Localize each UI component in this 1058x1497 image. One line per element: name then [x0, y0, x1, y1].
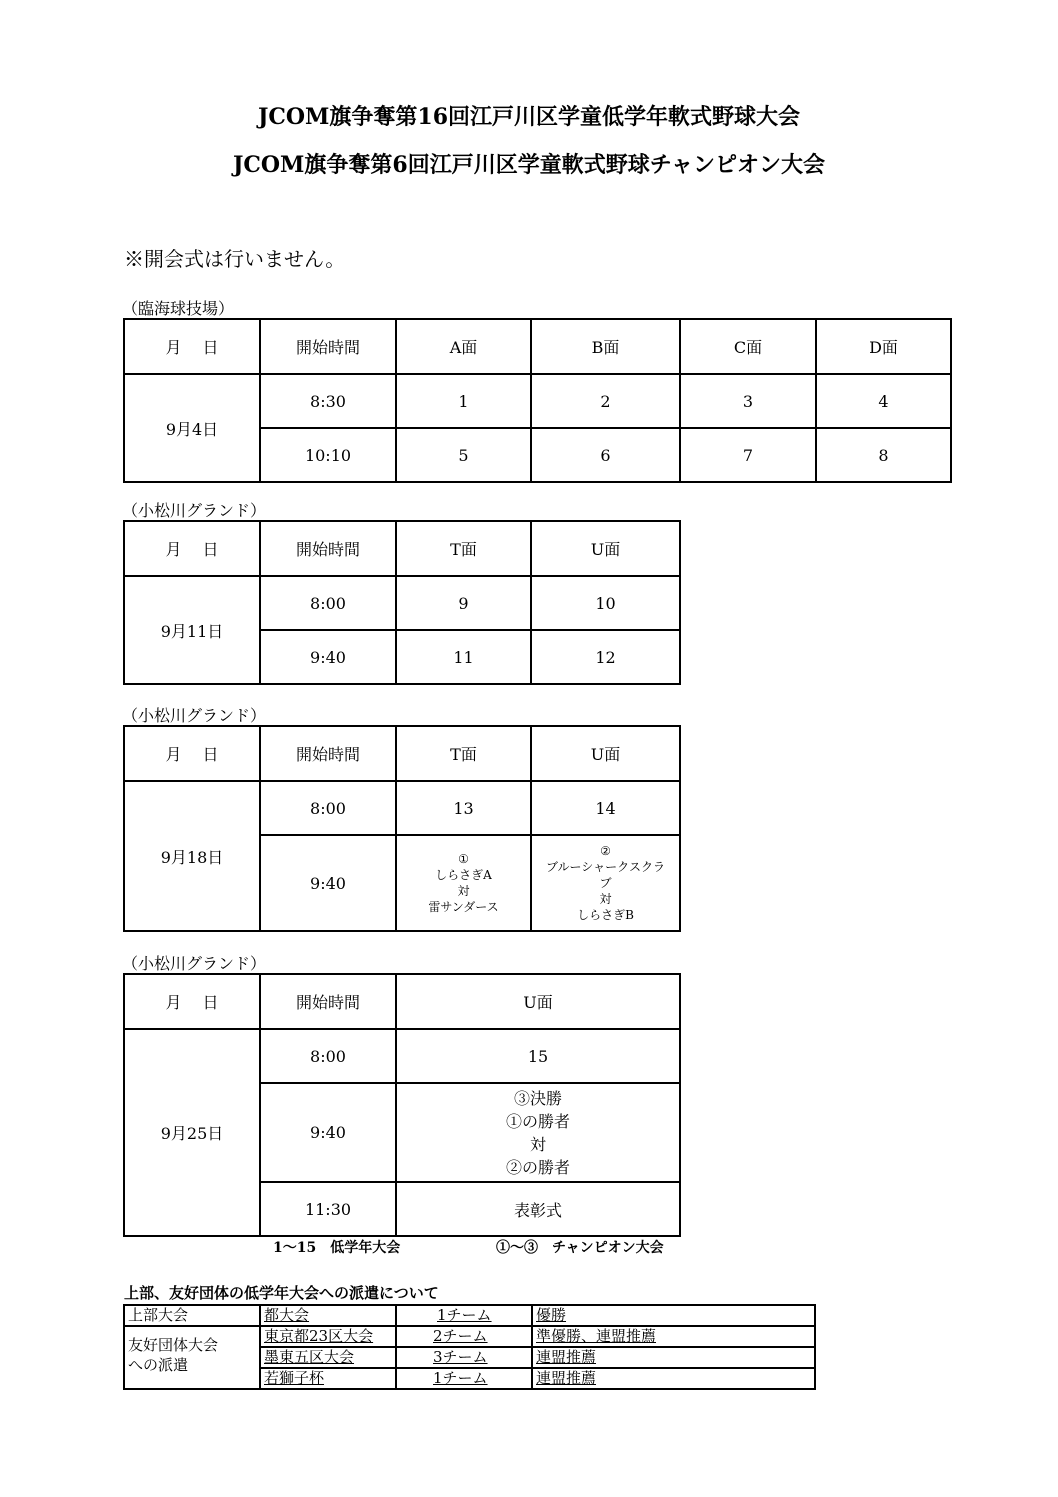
dispatch-teams: 3チーム	[396, 1347, 532, 1368]
final-cell	[396, 1083, 680, 1182]
date-cell: 9月25日	[124, 1029, 260, 1236]
game-cell: 13	[396, 781, 531, 835]
versus-label: 対	[529, 1134, 546, 1154]
header-start-time: 開始時間	[260, 974, 396, 1029]
time-cell: 8:00	[260, 1029, 396, 1083]
date-cell: 9月4日	[124, 374, 260, 482]
opening-note: ※開会式は行いません。	[124, 247, 346, 271]
header-date: 月 日	[124, 319, 260, 374]
team-name: ブルーシャークスクラ	[546, 860, 665, 874]
dispatch-teams: 1チーム	[396, 1305, 532, 1326]
header-date: 月 日	[124, 726, 260, 781]
dispatch-title: 上部、友好団体の低学年大会への派遣について	[124, 1284, 439, 1302]
final-label: ③決勝	[513, 1088, 562, 1108]
dispatch-basis: 連盟推薦	[532, 1347, 815, 1368]
team-name: しらさぎB	[577, 908, 634, 922]
dispatch-category: 上部大会	[124, 1305, 260, 1326]
matchup-cell-2	[531, 835, 680, 931]
header-field-u: U面	[396, 974, 680, 1029]
venue-label-3: （小松川グランド）	[122, 706, 267, 725]
winner-label: ②の勝者	[505, 1157, 570, 1177]
title-line-2: JCOM旗争奪第6回江戸川区学童軟式野球チャンピオン大会	[232, 152, 826, 178]
dispatch-category-friendly	[124, 1326, 260, 1389]
dispatch-basis: 連盟推薦	[532, 1368, 815, 1389]
header-field-d: D面	[816, 319, 951, 374]
dispatch-basis: 優勝	[532, 1305, 815, 1326]
time-cell: 10:10	[260, 428, 396, 482]
header-date: 月 日	[124, 974, 260, 1029]
date-cell: 9月11日	[124, 576, 260, 684]
versus-label: 対	[599, 892, 612, 906]
header-start-time: 開始時間	[260, 319, 396, 374]
schedule-table-2	[123, 520, 681, 685]
venue-label-4: （小松川グランド）	[122, 954, 267, 973]
time-cell: 8:00	[260, 781, 396, 835]
game-number: ②	[600, 844, 611, 858]
header-field-u: U面	[531, 521, 680, 576]
dispatch-event: 東京都23区大会	[260, 1326, 396, 1347]
header-date: 月 日	[124, 521, 260, 576]
dispatch-event: 墨東五区大会	[260, 1347, 396, 1368]
game-cell: 2	[531, 374, 680, 428]
time-cell: 8:30	[260, 374, 396, 428]
game-number: ①	[458, 852, 469, 866]
venue-label-1: （臨海球技場）	[122, 299, 235, 318]
time-cell: 9:40	[260, 1083, 396, 1182]
game-cell: 11	[396, 630, 531, 684]
game-cell: 5	[396, 428, 531, 482]
game-cell: 10	[531, 576, 680, 630]
game-cell: 14	[531, 781, 680, 835]
header-start-time: 開始時間	[260, 521, 396, 576]
time-cell: 9:40	[260, 835, 396, 931]
header-field-c: C面	[680, 319, 816, 374]
game-cell: 7	[680, 428, 816, 482]
versus-label: 対	[457, 884, 470, 898]
dispatch-teams: 1チーム	[396, 1368, 532, 1389]
dispatch-event: 若獅子杯	[260, 1368, 396, 1389]
game-cell: 15	[396, 1029, 680, 1083]
dispatch-event: 都大会	[260, 1305, 396, 1326]
time-cell: 11:30	[260, 1182, 396, 1236]
schedule-table-4	[123, 973, 681, 1237]
dispatch-table	[123, 1304, 816, 1390]
header-start-time: 開始時間	[260, 726, 396, 781]
date-cell: 9月18日	[124, 781, 260, 931]
time-cell: 8:00	[260, 576, 396, 630]
venue-label-2: （小松川グランド）	[122, 501, 267, 520]
team-name-cont: ブ	[599, 876, 612, 890]
dispatch-category-line: への派遣	[128, 1356, 189, 1374]
team-name: 雷サンダース	[428, 900, 499, 914]
dispatch-teams: 2チーム	[396, 1326, 532, 1347]
dispatch-category-line: 友好団体大会	[128, 1336, 219, 1354]
legend-low-grade: 1～15 低学年大会	[273, 1240, 401, 1256]
header-field-a: A面	[396, 319, 531, 374]
game-cell: 3	[680, 374, 816, 428]
game-cell: 6	[531, 428, 680, 482]
schedule-table-3	[123, 725, 681, 932]
matchup-cell-1	[396, 835, 531, 931]
header-field-u: U面	[531, 726, 680, 781]
header-field-t: T面	[396, 726, 531, 781]
dispatch-basis: 準優勝、連盟推薦	[532, 1326, 815, 1347]
time-cell: 9:40	[260, 630, 396, 684]
legend-champion: ①～③ チャンピオン大会	[496, 1240, 664, 1256]
schedule-table-1	[123, 318, 952, 483]
game-cell: 12	[531, 630, 680, 684]
header-field-b: B面	[531, 319, 680, 374]
title-line-1: JCOM旗争奪第16回江戸川区学童低学年軟式野球大会	[257, 104, 801, 130]
team-name: しらさぎA	[435, 868, 492, 882]
game-cell: 4	[816, 374, 951, 428]
winner-label: ①の勝者	[505, 1111, 570, 1131]
game-cell: 8	[816, 428, 951, 482]
ceremony-cell: 表彰式	[396, 1182, 680, 1236]
header-field-t: T面	[396, 521, 531, 576]
game-cell: 9	[396, 576, 531, 630]
game-cell: 1	[396, 374, 531, 428]
